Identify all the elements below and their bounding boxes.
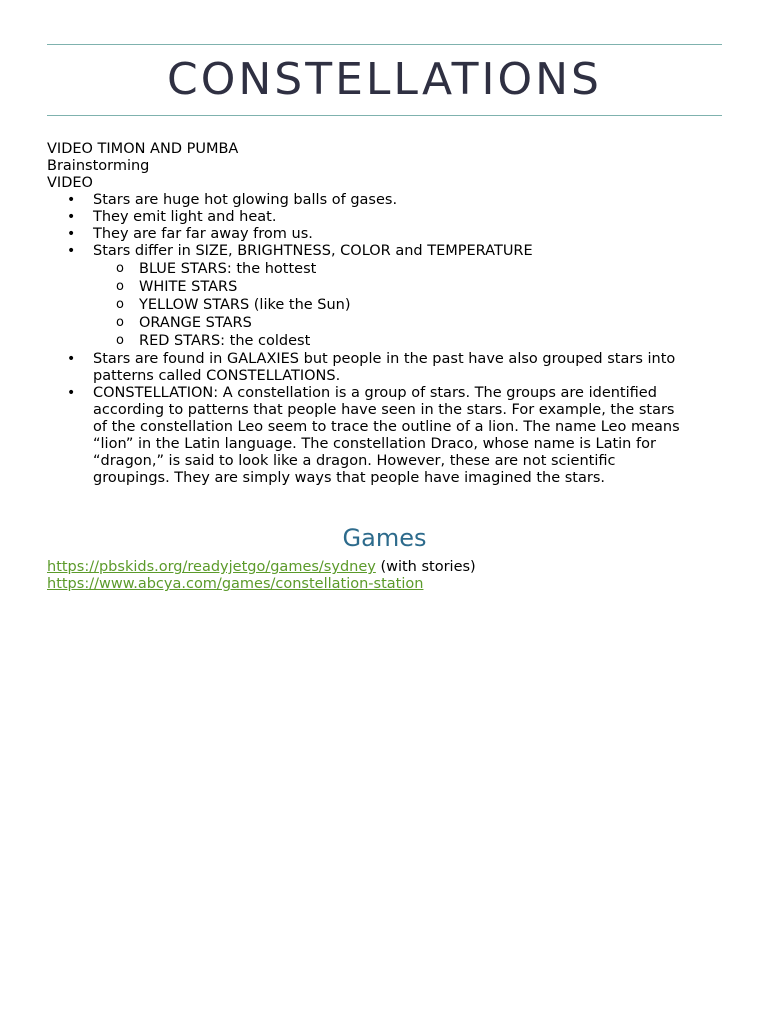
sub-list-item: o RED STARS: the coldest: [116, 333, 311, 349]
document-page: [47, 0, 722, 593]
bullet-marker: •: [67, 226, 76, 242]
sub-bullet-marker: o: [116, 279, 124, 294]
sub-bullet-marker: o: [116, 297, 124, 312]
intro-line-brainstorming: Brainstorming: [47, 158, 150, 174]
star-colors-list: [93, 260, 722, 350]
list-item: • They emit light and heat.: [67, 209, 277, 225]
list-item: • Stars differ in SIZE, BRIGHTNESS, COLOR and TEMPERATURE o BLUE STARS: the hottest o WHITE STARS o YELLOW STARS (like the Sun) o ORANGE STARS o RED STARS: the coldest: [47, 243, 722, 350]
sub-list-item: o YELLOW STARS (like the Sun): [116, 297, 351, 313]
sub-bullet-marker: o: [116, 315, 124, 330]
bullet-marker: •: [67, 192, 76, 208]
list-item: • CONSTELLATION: A constellation is a group of stars. The groups are identified according to patterns that people have seen in the stars. For example, the stars of the constellation Leo seem to trace the outline of a lion. The name Leo means “lion” in the Latin language. The constellation Draco, whose name is Latin for “dragon,” is said to look like a dragon. However, these are not scientific groupings. They are simply ways that people have imagined the stars.: [67, 385, 680, 486]
sub-list-item: o BLUE STARS: the hottest: [116, 261, 317, 277]
intro-line-video: VIDEO: [47, 175, 93, 191]
star-facts-list: [47, 192, 722, 487]
games-heading: Games: [342, 524, 427, 552]
document-body: [47, 141, 722, 487]
link-line-2: [47, 576, 722, 593]
sub-bullet-marker: o: [116, 333, 124, 348]
bullet-marker: •: [67, 385, 76, 401]
page-title: CONSTELLATIONS: [167, 54, 602, 105]
list-item: • They are far far away from us.: [67, 226, 313, 242]
abcya-link[interactable]: https://www.abcya.com/games/constellation-station: [47, 576, 424, 592]
list-item: • Stars are found in GALAXIES but people in the past have also grouped stars into patterns called CONSTELLATIONS.: [67, 351, 676, 384]
sub-list-item: o ORANGE STARS: [116, 315, 252, 331]
sub-bullet-marker: o: [116, 261, 124, 276]
link-line-1: [47, 559, 722, 576]
pbskids-link[interactable]: https://pbskids.org/readyjetgo/games/sydney: [47, 559, 376, 575]
list-item: • Stars are huge hot glowing balls of gases.: [67, 192, 398, 208]
title-rule-bottom: [47, 115, 722, 116]
games-links: [47, 559, 722, 593]
bullet-marker: •: [67, 351, 76, 367]
bullet-marker: •: [67, 209, 76, 225]
link-suffix: (with stories): [375, 559, 476, 575]
intro-line-video-title: VIDEO TIMON AND PUMBA: [47, 141, 239, 157]
bullet-marker: •: [67, 243, 76, 259]
sub-list-item: o WHITE STARS: [116, 279, 238, 295]
